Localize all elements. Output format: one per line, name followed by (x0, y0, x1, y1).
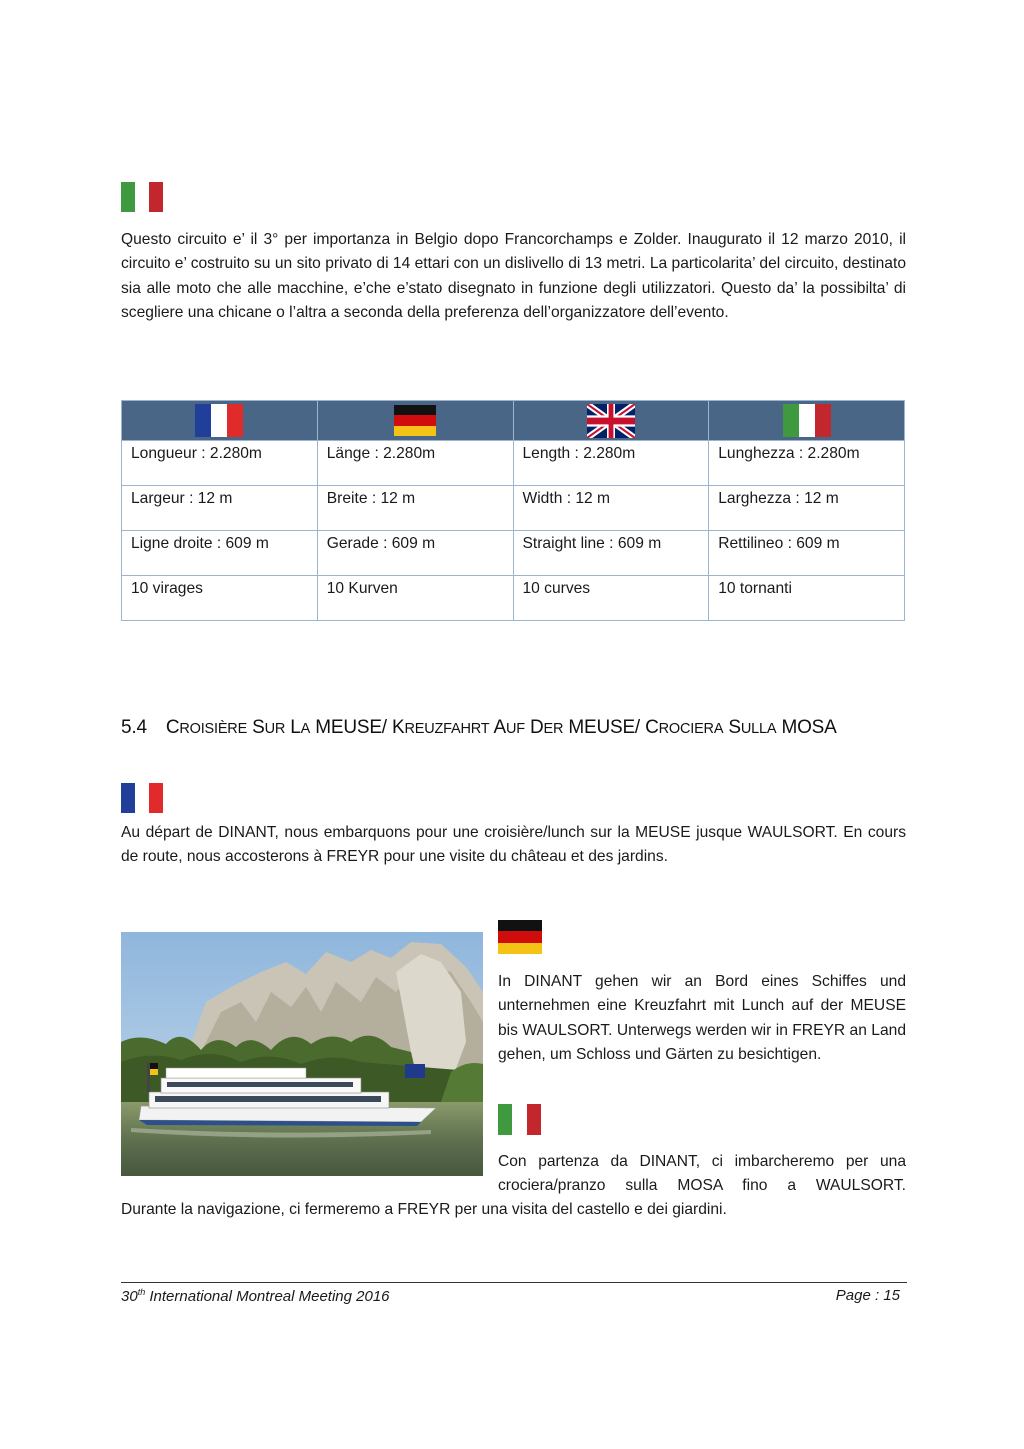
intro-paragraph-it: Questo circuito e’ il 3° per importanza in Belgio dopo Francorchamps e Zolder. Inaugurato il 12 marzo 2010, il circuito e’ costruito su un sito privato di 14 ettari con un dislivello di 13 metri. La particolarita’ del circuito, destinato sia alle moto che alle macchine, e’che e’stato disegnato in funzione degli utilizzatori. Questo da’ la possibilta’ di scegliere una chicane o l’altra a seconda della preferenza dell’organizzatore dell’evento. (121, 231, 906, 321)
table-cell: Larghezza : 12 m (709, 486, 905, 531)
table-cell: 10 virages (122, 576, 318, 621)
page-number: Page : 15 (835, 1287, 900, 1304)
table-cell: Rettilineo : 609 m (709, 531, 905, 576)
table-row (122, 441, 905, 486)
cruise-paragraph-it-line1: Con partenza da DINANT, ci imbarcheremo per una (498, 1153, 906, 1170)
table-cell: 10 curves (513, 576, 709, 621)
cruise-paragraph-it-line3: Durante la navigazione, ci fermeremo a FREYR per una visita del castello e dei giardini. (121, 1201, 727, 1218)
table-cell: Longueur : 2.280m (122, 441, 318, 486)
table-cell: Ligne droite : 609 m (122, 531, 318, 576)
section-heading (121, 717, 837, 739)
table-row (122, 576, 905, 621)
germany-flag-icon (498, 920, 542, 954)
italy-flag-icon (498, 1104, 541, 1135)
table-cell: Straight line : 609 m (513, 531, 709, 576)
france-flag-icon (121, 783, 163, 813)
cruise-paragraph-fr: Au départ de DINANT, nous embarquons pour une croisière/lunch sur la MEUSE jusque WAULSORT. En cours de route, nous accosterons à FREYR pour une visite du château et des jardins. (121, 824, 906, 866)
section-title: CROISIÈRE SUR LA MEUSE/ KREUZFAHRT AUF DER MEUSE/ CROCIERA SULLA MOSA (165, 717, 837, 738)
table-cell: Gerade : 609 m (317, 531, 513, 576)
footer-divider (121, 1282, 907, 1283)
cruise-paragraph-de: In DINANT gehen wir an Bord eines Schiffes und unternehmen eine Kreuzfahrt mit Lunch auf der MEUSE bis WAULSORT. Unterwegs werden wir in FREYR an Land gehen, um Schloss und Gärten zu besichtigen. (498, 973, 906, 1063)
footer-title: International Montreal Meeting 2016 (145, 1288, 390, 1305)
table-cell: Length : 2.280m (513, 441, 709, 486)
table-cell: Lunghezza : 2.280m (709, 441, 905, 486)
footer-ordinal: 30 (121, 1288, 138, 1305)
italy-flag-icon (783, 404, 831, 437)
circuit-specs-table (121, 400, 905, 621)
uk-flag-icon (587, 404, 635, 438)
table-cell: Width : 12 m (513, 486, 709, 531)
footer-ordinal-suffix: th (137, 1287, 146, 1297)
table-row (122, 531, 905, 576)
cruise-paragraph-it-line2: crociera/pranzo sulla MOSA fino a WAULSORT. (498, 1177, 906, 1194)
table-cell: 10 Kurven (317, 576, 513, 621)
france-flag-icon (195, 404, 243, 437)
table-cell: Largeur : 12 m (122, 486, 318, 531)
italy-flag-icon (121, 182, 163, 212)
section-number: 5.4 (121, 717, 147, 738)
cruise-boat-photo (121, 932, 483, 1176)
table-row (122, 486, 905, 531)
footer-left (121, 1287, 390, 1305)
table-cell: Länge : 2.280m (317, 441, 513, 486)
table-cell: Breite : 12 m (317, 486, 513, 531)
table-cell: 10 tornanti (709, 576, 905, 621)
germany-flag-icon (394, 405, 436, 436)
